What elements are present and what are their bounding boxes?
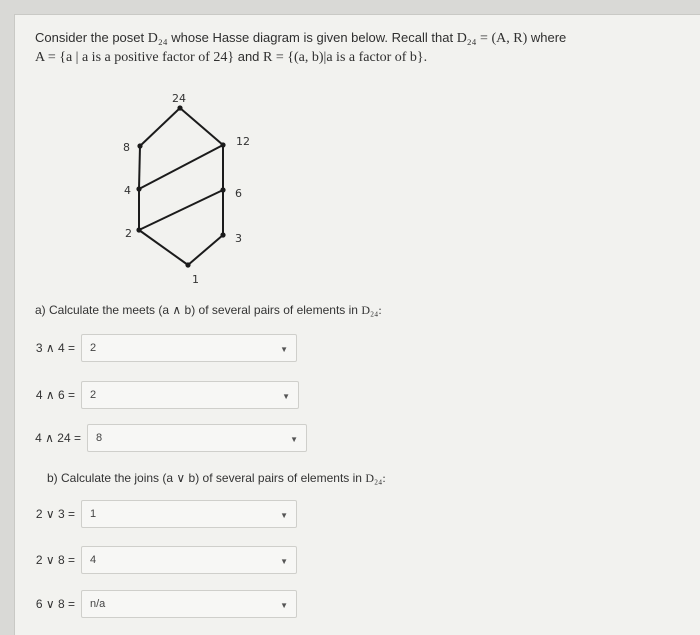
caret-down-icon: ▼ [280,345,288,354]
meet-answer-dropdown[interactable] [81,334,297,362]
caret-down-icon: ▼ [282,392,290,401]
label-8: 8 [123,141,130,154]
edge-24-12 [180,108,223,145]
meet-expression: 4 ∧ 24 = [35,431,81,445]
caret-down-icon: ▼ [280,601,288,610]
label-12: 12 [236,135,250,148]
meet-row-2 [15,380,299,410]
dropdown-value: 1 [90,508,97,520]
meet-row-3 [21,423,307,453]
edge-8-4 [139,146,140,189]
label-24: 24 [172,92,186,105]
part-b-title-text-2: of several pairs of elements in [202,471,362,485]
meet-expression: 3 ∧ 4 = [35,341,75,355]
node-8 [137,143,142,148]
node-4 [136,186,141,191]
join-expression: 2 ∨ 3 = [35,507,75,521]
caret-down-icon: ▼ [280,557,288,566]
node-24 [177,105,182,110]
edge-4-12 [139,145,223,189]
node-1 [185,262,190,267]
dropdown-value: 4 [90,554,97,566]
question-sheet [14,14,700,635]
part-b-set: D₂₄: [365,471,386,485]
label-3: 3 [235,232,242,245]
dropdown-value: 2 [90,342,97,354]
node-3 [220,232,225,237]
join-row-3 [15,589,297,619]
meet-operator: (a ∧ b) [158,303,196,317]
join-answer-dropdown[interactable] [81,500,297,528]
part-a-title-text-2: of several pairs of elements in [198,303,358,317]
edge-24-8 [140,108,180,146]
intro-text-1: Consider the poset [35,30,145,45]
caret-down-icon: ▼ [290,435,298,444]
label-4: 4 [124,184,131,197]
meet-answer-dropdown[interactable] [81,381,299,409]
join-answer-dropdown[interactable] [81,590,297,618]
node-2 [136,227,141,232]
intro-text-3: where [530,30,567,45]
label-2: 2 [125,227,132,240]
intro-text-2: whose Hasse diagram is given below. Recall that [171,30,454,45]
intro-text-4: and [237,49,260,64]
edge-2-1 [139,230,188,265]
join-expression: 6 ∨ 8 = [35,597,75,611]
part-b-title-text: b) Calculate the joins [47,471,160,485]
join-expression: 2 ∨ 8 = [35,553,75,567]
part-b-title [47,471,386,486]
intro-line-2 [35,48,566,67]
caret-down-icon: ▼ [280,511,288,520]
node-12 [220,142,225,147]
dropdown-value: 2 [90,389,97,401]
question-intro [35,29,566,67]
edge-3-1 [188,235,223,265]
part-a-title [35,303,382,318]
join-answer-dropdown[interactable] [81,546,297,574]
dropdown-value: n/a [90,598,106,610]
meet-row-1 [15,333,297,363]
part-a-title-text: a) Calculate the meets [35,303,156,317]
poset-definition: D₂₄ = (A, R) [456,31,528,46]
hasse-diagram [110,90,280,290]
meet-expression: 4 ∧ 6 = [35,388,75,402]
set-a-definition: A = {a | a is a positive factor of 24} [35,50,235,65]
relation-r-definition: R = {(a, b)|a is a factor of b}. [263,50,428,65]
join-row-2 [15,545,297,575]
dropdown-value: 8 [96,432,103,444]
join-operator: (a ∨ b) [162,471,200,485]
node-6 [220,187,225,192]
label-6: 6 [235,187,242,200]
label-1: 1 [192,273,199,286]
edge-2-6 [139,190,223,230]
join-row-1 [15,499,297,529]
intro-line-1 [35,29,566,48]
part-a-set: D₂₄: [361,303,382,317]
poset-symbol: D₂₄ [147,31,168,46]
meet-answer-dropdown[interactable] [87,424,307,452]
